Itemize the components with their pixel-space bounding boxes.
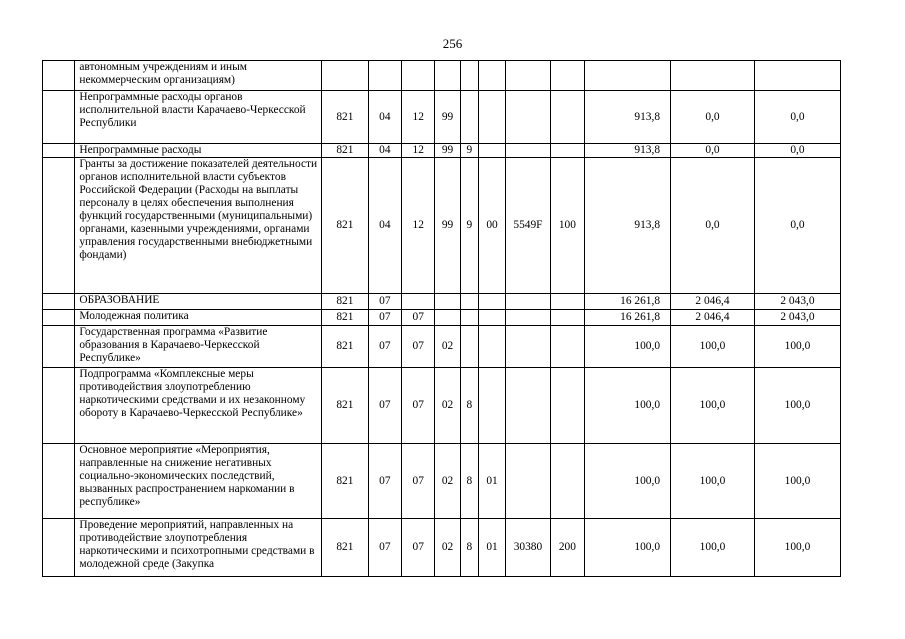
cell-subprog [460,326,478,368]
cell-y1: 100,0 [585,444,671,519]
cell-section: 07 [368,310,401,326]
cell-name: ОБРАЗОВАНИЕ [75,294,322,310]
cell-direction [506,144,551,158]
cell-vr: 200 [550,519,584,577]
cell-subprog [460,61,478,91]
cell-y1: 100,0 [585,368,671,444]
table-row [43,158,841,294]
cell-event [478,310,505,326]
cell-prog: 02 [435,519,460,577]
cell-event [478,368,505,444]
cell-vr [550,326,584,368]
cell-row-number [43,368,75,444]
cell-y3: 0,0 [754,144,840,158]
cell-event [478,326,505,368]
cell-row-number [43,326,75,368]
cell-y3: 100,0 [754,368,840,444]
cell-y2: 100,0 [671,368,755,444]
cell-subsection: 07 [402,444,435,519]
cell-subprog [460,294,478,310]
cell-admin: 821 [322,158,369,294]
cell-direction [506,61,551,91]
cell-admin: 821 [322,294,369,310]
table-row [43,91,841,144]
cell-y1: 16 261,8 [585,310,671,326]
budget-table [42,60,841,577]
cell-subprog: 9 [460,158,478,294]
cell-row-number [43,310,75,326]
cell-prog [435,310,460,326]
cell-section: 07 [368,294,401,310]
cell-vr [550,368,584,444]
cell-subsection: 07 [402,310,435,326]
cell-subprog: 9 [460,144,478,158]
cell-prog: 99 [435,91,460,144]
cell-y2: 0,0 [671,158,755,294]
cell-y2: 2 046,4 [671,310,755,326]
table-row [43,368,841,444]
cell-event [478,91,505,144]
cell-vr [550,61,584,91]
cell-y3 [754,61,840,91]
cell-admin: 821 [322,519,369,577]
cell-name: Непрограммные расходы органов исполнительной власти Карачаево-Черкесской Республики [75,91,322,144]
cell-y2: 2 046,4 [671,294,755,310]
cell-event: 00 [478,158,505,294]
cell-name: автономным учреждениям и иным некоммерческим организациям) [75,61,322,91]
cell-y1: 16 261,8 [585,294,671,310]
cell-subprog: 8 [460,368,478,444]
cell-prog [435,294,460,310]
cell-prog [435,61,460,91]
cell-row-number [43,61,75,91]
cell-y3: 100,0 [754,519,840,577]
cell-subsection [402,294,435,310]
cell-section: 04 [368,144,401,158]
cell-admin: 821 [322,368,369,444]
cell-prog: 99 [435,158,460,294]
cell-y3: 2 043,0 [754,294,840,310]
cell-subprog: 8 [460,444,478,519]
cell-subsection: 12 [402,144,435,158]
cell-admin: 821 [322,310,369,326]
cell-y3: 100,0 [754,326,840,368]
cell-name: Подпрограмма «Комплексные меры противодействия злоупотреблению наркотическими средствами и их незаконному обороту в Карачаево-Черкесской Республике» [75,368,322,444]
cell-subprog [460,91,478,144]
cell-subsection [402,61,435,91]
cell-event: 01 [478,519,505,577]
cell-name: Молодежная политика [75,310,322,326]
cell-y3: 0,0 [754,158,840,294]
cell-y2: 0,0 [671,144,755,158]
cell-admin: 821 [322,326,369,368]
page-number: 256 [442,36,463,51]
table-row [43,294,841,310]
cell-y3: 2 043,0 [754,310,840,326]
cell-vr: 100 [550,158,584,294]
cell-name: Проведение мероприятий, направленных на противодействие злоупотребления наркотическими и психотропными средствами в молодежной среде (Закупка [75,519,322,577]
table-row [43,61,841,91]
cell-section: 07 [368,444,401,519]
table-row [43,519,841,577]
cell-direction [506,368,551,444]
cell-row-number [43,294,75,310]
cell-admin: 821 [322,144,369,158]
cell-subsection: 07 [402,326,435,368]
cell-subsection: 12 [402,91,435,144]
cell-vr [550,444,584,519]
cell-name: Гранты за достижение показателей деятельности органов исполнительной власти субъектов Российской Федерации (Расходы на выплаты персоналу в целях обеспечения выполнения функций государственными (муниципальными) органами, казенными учреждениями, органами управления государственными внебюджетными фондами) [75,158,322,294]
cell-row-number [43,91,75,144]
cell-subsection: 07 [402,368,435,444]
cell-y2 [671,61,755,91]
cell-admin [322,61,369,91]
cell-y3: 0,0 [754,91,840,144]
cell-name: Непрограммные расходы [75,144,322,158]
cell-vr [550,144,584,158]
cell-direction [506,310,551,326]
cell-subsection: 12 [402,158,435,294]
table-row [43,326,841,368]
cell-subsection: 07 [402,519,435,577]
cell-prog: 02 [435,444,460,519]
cell-row-number [43,444,75,519]
cell-direction: 30380 [506,519,551,577]
table-row [43,310,841,326]
cell-admin: 821 [322,444,369,519]
cell-y1: 100,0 [585,326,671,368]
cell-y1: 913,8 [585,158,671,294]
cell-prog: 02 [435,326,460,368]
cell-row-number [43,158,75,294]
cell-y1: 913,8 [585,91,671,144]
cell-section: 07 [368,368,401,444]
cell-name: Основное мероприятие «Мероприятия, направленные на снижение негативных социально-экономических последствий, вызванных распространением наркомании в республике» [75,444,322,519]
cell-prog: 99 [435,144,460,158]
cell-y2: 100,0 [671,444,755,519]
cell-vr [550,310,584,326]
cell-row-number [43,144,75,158]
cell-direction [506,326,551,368]
cell-section: 04 [368,91,401,144]
cell-event [478,61,505,91]
cell-direction [506,444,551,519]
cell-subprog [460,310,478,326]
cell-y1: 913,8 [585,144,671,158]
cell-y1 [585,61,671,91]
cell-prog: 02 [435,368,460,444]
cell-section: 07 [368,326,401,368]
cell-admin: 821 [322,91,369,144]
cell-y2: 0,0 [671,91,755,144]
cell-section [368,61,401,91]
cell-subprog: 8 [460,519,478,577]
cell-direction: 5549F [506,158,551,294]
cell-y1: 100,0 [585,519,671,577]
cell-event [478,144,505,158]
cell-vr [550,294,584,310]
cell-direction [506,294,551,310]
table-row [43,444,841,519]
cell-event [478,294,505,310]
cell-y2: 100,0 [671,326,755,368]
cell-name: Государственная программа «Развитие образования в Карачаево-Черкесской Республике» [75,326,322,368]
cell-event: 01 [478,444,505,519]
cell-y2: 100,0 [671,519,755,577]
table-row [43,144,841,158]
cell-direction [506,91,551,144]
cell-section: 04 [368,158,401,294]
cell-section: 07 [368,519,401,577]
cell-y3: 100,0 [754,444,840,519]
cell-vr [550,91,584,144]
cell-row-number [43,519,75,577]
